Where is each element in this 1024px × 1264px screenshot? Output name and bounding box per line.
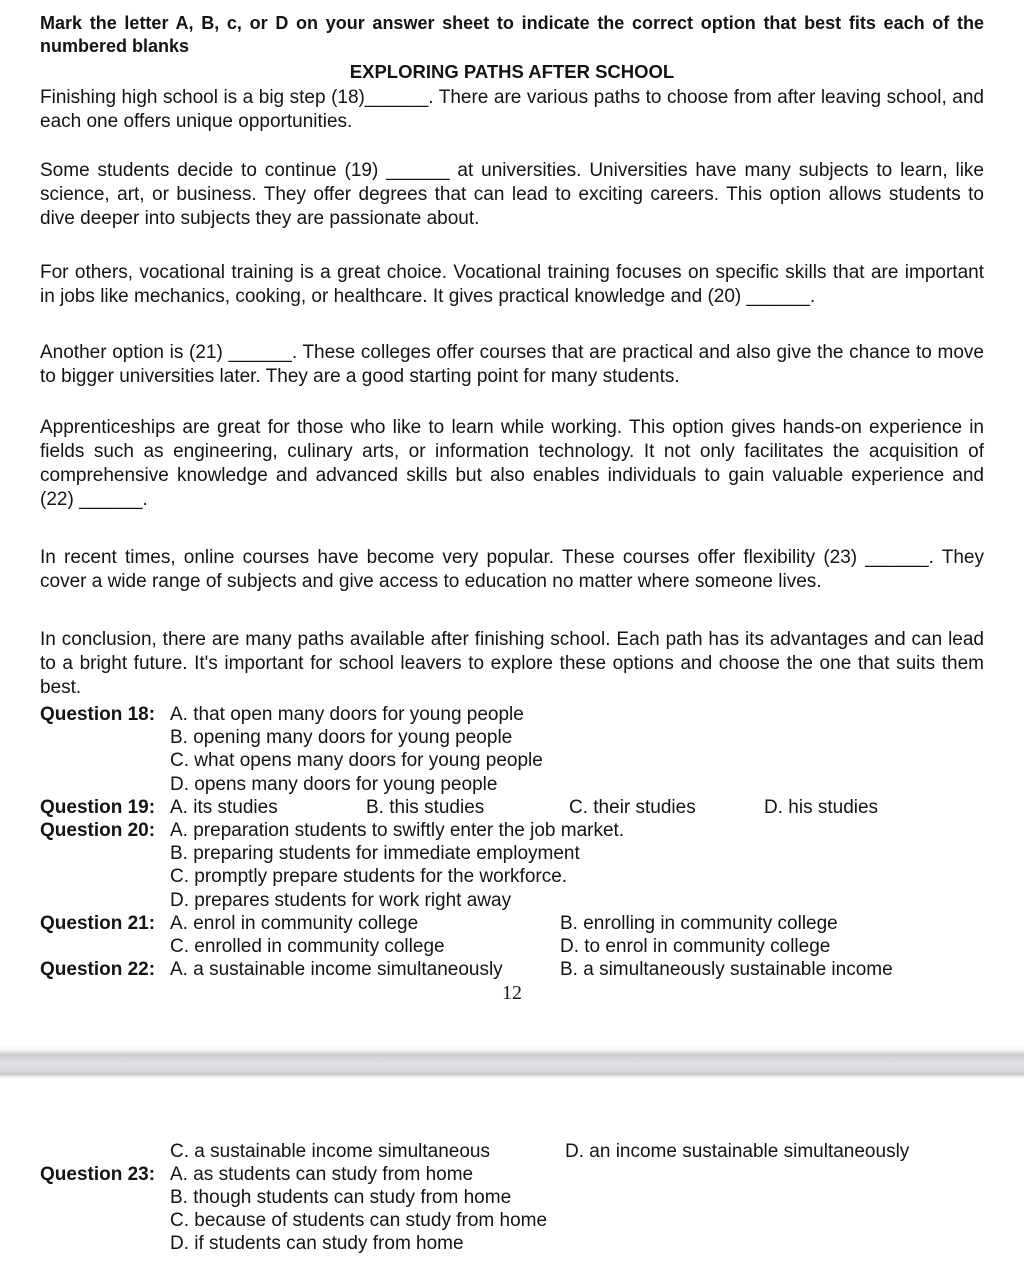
question-option: B. enrolling in community college — [560, 912, 838, 934]
page-number: 12 — [502, 982, 522, 1004]
question-option: D. if students can study from home — [170, 1233, 464, 1254]
question-option: D. his studies — [764, 796, 879, 818]
question-option: B. a simultaneously sustainable income — [560, 959, 893, 981]
page-13-sheet — [40, 1140, 984, 1255]
question-row-20 — [40, 819, 984, 912]
question-label: Question 19: — [40, 796, 156, 818]
question-option: A. that open many doors for young people — [170, 704, 524, 725]
question-option: C. promptly prepare students for the workforce. — [170, 866, 568, 888]
question-option: A. preparation students to swiftly enter the job market. — [170, 820, 625, 842]
question-option: A. its studies — [170, 796, 278, 818]
question-option: C. their studies — [569, 796, 696, 818]
question-option: A. a sustainable income simultaneously — [170, 959, 503, 981]
question-label: Question 21: — [40, 912, 156, 934]
question-option: B. this studies — [366, 796, 485, 818]
question-block — [40, 703, 984, 981]
passage-paragraph: Another option is (21) ______. These colleges offer courses that are practical and also give the chance to move to bigger universities later. They are a good starting point for many students. — [40, 342, 984, 387]
question-label: Question 18: — [40, 704, 156, 725]
passage-paragraph: In recent times, online courses have become very popular. These courses offer flexibility (23) ______. They cover a wide range of subjects and give access to education no matter where someone lives. — [40, 547, 984, 592]
question-option: D. opens many doors for young people — [170, 773, 498, 795]
passage-paragraph: Finishing high school is a big step (18)______. There are various paths to choose from after leaving school, and each one offers unique opportunities. — [40, 87, 984, 132]
question-22-continuation-row — [40, 1140, 984, 1163]
passage-paragraph: In conclusion, there are many paths available after finishing school. Each path has its advantages and can lead to a bright future. It's important for school leavers to explore these options and choose the one that suits them best. — [40, 629, 984, 698]
question-row-19 — [40, 796, 984, 819]
passage-paragraph: Some students decide to continue (19) ______ at universities. Universities have many subjects to learn, like science, art, or business. They offer degrees that can lead to exciting careers. This option allows students to dive deeper into subjects they are passionate about. — [40, 160, 984, 229]
question-option: C. because of students can study from home — [170, 1210, 548, 1231]
question-row-22 — [40, 958, 984, 981]
question-row-23 — [40, 1163, 984, 1255]
question-option: C. enrolled in community college — [170, 936, 445, 958]
passage-paragraph: Apprenticeships are great for those who like to learn while working. This option gives hands-on experience in fields such as engineering, culinary arts, or information technology. It not only facilitates the acquisition of comprehensive knowledge and advanced skills but also enables individuals to gain valuable experience and (22) ______. — [40, 417, 984, 510]
question-option: C. what opens many doors for young people — [170, 750, 543, 772]
page-break-divider — [0, 1045, 1024, 1079]
question-option: C. a sustainable income simultaneous — [170, 1141, 491, 1162]
question-option: A. enrol in community college — [170, 912, 419, 934]
question-option: D. to enrol in community college — [560, 936, 831, 958]
passage-title: EXPLORING PATHS AFTER SCHOOL — [349, 61, 675, 82]
question-row-18 — [40, 703, 984, 796]
question-option: B. though students can study from home — [170, 1187, 512, 1208]
question-label: Question 23: — [40, 1164, 156, 1185]
question-option: B. preparing students for immediate employment — [170, 843, 580, 865]
question-label: Question 22: — [40, 959, 156, 981]
instruction-text: Mark the letter A, B, c, or D on your answer sheet to indicate the correct option that best fits each of the numbered blanks — [40, 13, 984, 56]
question-option: D. an income sustainable simultaneously — [565, 1141, 910, 1162]
question-row-21 — [40, 912, 984, 958]
question-option: B. opening many doors for young people — [170, 727, 513, 749]
question-label: Question 20: — [40, 820, 156, 842]
passage-paragraph: For others, vocational training is a great choice. Vocational training focuses on specific skills that are important in jobs like mechanics, cooking, or healthcare. It gives practical knowledge and (20) ______. — [40, 262, 984, 307]
question-option: D. prepares students for work right away — [170, 889, 512, 911]
question-option: A. as students can study from home — [170, 1164, 474, 1185]
